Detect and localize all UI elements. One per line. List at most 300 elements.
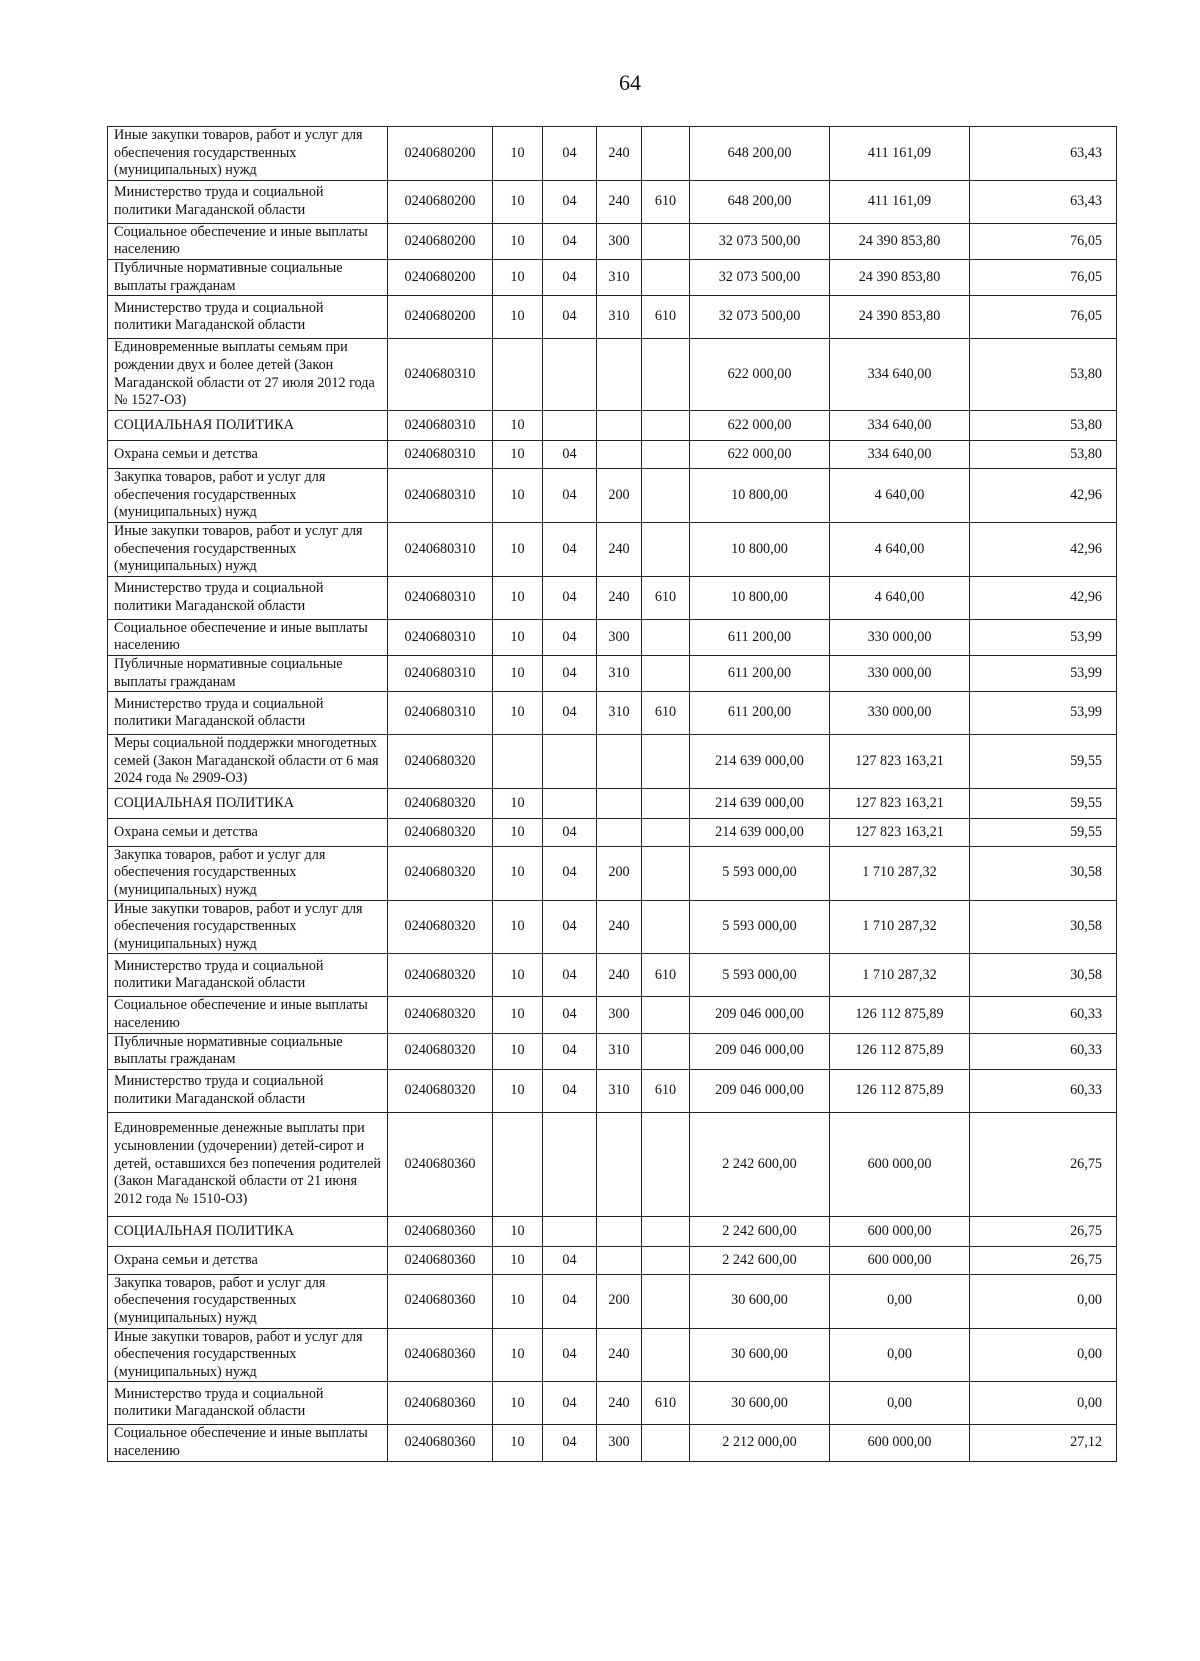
row-subsection: 04 [543, 997, 597, 1033]
table-row [108, 846, 1117, 900]
row-name: Публичные нормативные социальные выплаты гражданам [108, 1033, 388, 1069]
table-row [108, 576, 1117, 619]
row-actual-amount: 600 000,00 [830, 1112, 970, 1216]
row-expense-type [597, 441, 642, 469]
row-department [642, 846, 690, 900]
table-row [108, 692, 1117, 735]
row-section: 10 [493, 997, 543, 1033]
row-name: Министерство труда и социальной политики Магаданской области [108, 296, 388, 339]
table-row [108, 1328, 1117, 1382]
row-plan-amount: 32 073 500,00 [690, 296, 830, 339]
table-row [108, 1216, 1117, 1246]
row-percent: 30,58 [970, 900, 1117, 954]
row-code: 0240680200 [388, 223, 493, 259]
row-section: 10 [493, 127, 543, 181]
row-percent: 42,96 [970, 522, 1117, 576]
row-percent: 63,43 [970, 180, 1117, 223]
row-plan-amount: 10 800,00 [690, 469, 830, 523]
row-plan-amount: 622 000,00 [690, 339, 830, 411]
row-section: 10 [493, 954, 543, 997]
table-row [108, 1069, 1117, 1112]
row-department [642, 411, 690, 441]
row-name: Министерство труда и социальной политики Магаданской области [108, 692, 388, 735]
table-row [108, 223, 1117, 259]
row-department [642, 1246, 690, 1274]
row-percent: 0,00 [970, 1328, 1117, 1382]
table-row [108, 788, 1117, 818]
row-subsection: 04 [543, 1246, 597, 1274]
row-plan-amount: 2 242 600,00 [690, 1112, 830, 1216]
row-code: 0240680360 [388, 1425, 493, 1461]
row-actual-amount: 127 823 163,21 [830, 818, 970, 846]
row-actual-amount: 600 000,00 [830, 1425, 970, 1461]
row-plan-amount: 5 593 000,00 [690, 846, 830, 900]
row-percent: 27,12 [970, 1425, 1117, 1461]
row-plan-amount: 32 073 500,00 [690, 223, 830, 259]
row-subsection: 04 [543, 223, 597, 259]
row-name: Закупка товаров, работ и услуг для обеспечения государственных (муниципальных) нужд [108, 469, 388, 523]
row-actual-amount: 334 640,00 [830, 339, 970, 411]
table-row [108, 1112, 1117, 1216]
row-section: 10 [493, 411, 543, 441]
row-plan-amount: 2 242 600,00 [690, 1216, 830, 1246]
row-plan-amount: 648 200,00 [690, 127, 830, 181]
row-plan-amount: 622 000,00 [690, 441, 830, 469]
row-code: 0240680320 [388, 788, 493, 818]
row-expense-type: 200 [597, 1274, 642, 1328]
page-number: 64 [619, 70, 641, 95]
row-name: Министерство труда и социальной политики Магаданской области [108, 576, 388, 619]
row-name: Иные закупки товаров, работ и услуг для обеспечения государственных (муниципальных) нужд [108, 522, 388, 576]
row-plan-amount: 2 212 000,00 [690, 1425, 830, 1461]
row-expense-type: 310 [597, 692, 642, 735]
row-percent: 26,75 [970, 1216, 1117, 1246]
row-department [642, 522, 690, 576]
table-row [108, 441, 1117, 469]
row-actual-amount: 4 640,00 [830, 522, 970, 576]
row-expense-type: 240 [597, 900, 642, 954]
row-code: 0240680310 [388, 655, 493, 691]
row-code: 0240680320 [388, 997, 493, 1033]
row-subsection: 04 [543, 846, 597, 900]
row-subsection: 04 [543, 522, 597, 576]
row-actual-amount: 126 112 875,89 [830, 1033, 970, 1069]
row-actual-amount: 4 640,00 [830, 576, 970, 619]
row-subsection: 04 [543, 1069, 597, 1112]
row-expense-type: 200 [597, 846, 642, 900]
row-code: 0240680310 [388, 441, 493, 469]
row-section: 10 [493, 1069, 543, 1112]
row-name: Охрана семьи и детства [108, 1246, 388, 1274]
table-row [108, 655, 1117, 691]
row-subsection: 04 [543, 1033, 597, 1069]
row-department [642, 469, 690, 523]
row-plan-amount: 214 639 000,00 [690, 818, 830, 846]
table-row [108, 1382, 1117, 1425]
row-code: 0240680200 [388, 127, 493, 181]
row-code: 0240680320 [388, 1069, 493, 1112]
row-plan-amount: 10 800,00 [690, 576, 830, 619]
row-department: 610 [642, 692, 690, 735]
table-row [108, 900, 1117, 954]
table-row [108, 411, 1117, 441]
row-plan-amount: 30 600,00 [690, 1328, 830, 1382]
row-department [642, 259, 690, 295]
row-code: 0240680360 [388, 1382, 493, 1425]
table-row [108, 180, 1117, 223]
table-row [108, 259, 1117, 295]
row-expense-type: 300 [597, 619, 642, 655]
row-percent: 59,55 [970, 735, 1117, 789]
row-subsection: 04 [543, 576, 597, 619]
row-actual-amount: 126 112 875,89 [830, 997, 970, 1033]
row-code: 0240680360 [388, 1274, 493, 1328]
row-subsection: 04 [543, 1382, 597, 1425]
row-code: 0240680360 [388, 1328, 493, 1382]
row-actual-amount: 411 161,09 [830, 127, 970, 181]
row-percent: 53,99 [970, 692, 1117, 735]
row-percent: 53,80 [970, 411, 1117, 441]
row-subsection: 04 [543, 954, 597, 997]
row-section: 10 [493, 1328, 543, 1382]
row-percent: 53,99 [970, 619, 1117, 655]
row-expense-type: 310 [597, 1033, 642, 1069]
row-percent: 26,75 [970, 1112, 1117, 1216]
row-expense-type: 200 [597, 469, 642, 523]
row-name: СОЦИАЛЬНАЯ ПОЛИТИКА [108, 1216, 388, 1246]
row-percent: 53,99 [970, 655, 1117, 691]
row-plan-amount: 611 200,00 [690, 619, 830, 655]
row-plan-amount: 209 046 000,00 [690, 997, 830, 1033]
table-row [108, 1246, 1117, 1274]
row-expense-type: 240 [597, 522, 642, 576]
row-expense-type [597, 1216, 642, 1246]
row-percent: 60,33 [970, 997, 1117, 1033]
table-row [108, 619, 1117, 655]
row-plan-amount: 30 600,00 [690, 1274, 830, 1328]
row-subsection: 04 [543, 1328, 597, 1382]
row-actual-amount: 334 640,00 [830, 411, 970, 441]
row-subsection: 04 [543, 1274, 597, 1328]
row-plan-amount: 32 073 500,00 [690, 259, 830, 295]
row-department: 610 [642, 954, 690, 997]
row-actual-amount: 24 390 853,80 [830, 223, 970, 259]
row-name: Социальное обеспечение и иные выплаты населению [108, 223, 388, 259]
row-name: Меры социальной поддержки многодетных семей (Закон Магаданской области от 6 мая 2024 года № 2909-ОЗ) [108, 735, 388, 789]
row-expense-type: 240 [597, 127, 642, 181]
row-code: 0240680310 [388, 469, 493, 523]
row-subsection [543, 788, 597, 818]
row-subsection: 04 [543, 655, 597, 691]
table-row [108, 1274, 1117, 1328]
row-actual-amount: 0,00 [830, 1382, 970, 1425]
row-name: Иные закупки товаров, работ и услуг для обеспечения государственных (муниципальных) нужд [108, 1328, 388, 1382]
row-expense-type: 300 [597, 223, 642, 259]
table-row [108, 296, 1117, 339]
row-percent: 59,55 [970, 788, 1117, 818]
row-expense-type: 300 [597, 1425, 642, 1461]
row-plan-amount: 5 593 000,00 [690, 900, 830, 954]
row-actual-amount: 600 000,00 [830, 1216, 970, 1246]
row-section: 10 [493, 259, 543, 295]
row-code: 0240680320 [388, 954, 493, 997]
row-department [642, 441, 690, 469]
row-percent: 53,80 [970, 339, 1117, 411]
row-actual-amount: 330 000,00 [830, 619, 970, 655]
row-subsection [543, 735, 597, 789]
row-subsection [543, 411, 597, 441]
row-department [642, 223, 690, 259]
row-expense-type: 240 [597, 1328, 642, 1382]
row-section: 10 [493, 180, 543, 223]
row-code: 0240680360 [388, 1112, 493, 1216]
row-section: 10 [493, 469, 543, 523]
row-name: СОЦИАЛЬНАЯ ПОЛИТИКА [108, 411, 388, 441]
row-section: 10 [493, 223, 543, 259]
row-percent: 53,80 [970, 441, 1117, 469]
row-expense-type: 300 [597, 997, 642, 1033]
row-expense-type: 310 [597, 1069, 642, 1112]
row-percent: 42,96 [970, 469, 1117, 523]
row-code: 0240680200 [388, 296, 493, 339]
row-code: 0240680320 [388, 1033, 493, 1069]
row-department: 610 [642, 296, 690, 339]
row-percent: 60,33 [970, 1069, 1117, 1112]
row-expense-type: 240 [597, 1382, 642, 1425]
row-department: 610 [642, 1382, 690, 1425]
row-code: 0240680320 [388, 900, 493, 954]
row-department [642, 788, 690, 818]
row-name: Министерство труда и социальной политики Магаданской области [108, 180, 388, 223]
table-row [108, 735, 1117, 789]
row-plan-amount: 214 639 000,00 [690, 735, 830, 789]
row-expense-type [597, 339, 642, 411]
row-percent: 0,00 [970, 1382, 1117, 1425]
row-actual-amount: 127 823 163,21 [830, 735, 970, 789]
row-expense-type: 240 [597, 180, 642, 223]
row-section: 10 [493, 1425, 543, 1461]
table-row [108, 522, 1117, 576]
row-subsection: 04 [543, 1425, 597, 1461]
row-subsection: 04 [543, 259, 597, 295]
budget-table [107, 126, 1117, 1462]
row-name: СОЦИАЛЬНАЯ ПОЛИТИКА [108, 788, 388, 818]
row-percent: 30,58 [970, 954, 1117, 997]
row-name: Министерство труда и социальной политики Магаданской области [108, 1069, 388, 1112]
row-plan-amount: 209 046 000,00 [690, 1069, 830, 1112]
row-department [642, 619, 690, 655]
row-name: Охрана семьи и детства [108, 441, 388, 469]
row-section [493, 735, 543, 789]
table-row [108, 339, 1117, 411]
row-plan-amount: 5 593 000,00 [690, 954, 830, 997]
row-code: 0240680310 [388, 411, 493, 441]
row-section: 10 [493, 846, 543, 900]
row-department [642, 339, 690, 411]
row-code: 0240680310 [388, 692, 493, 735]
row-code: 0240680310 [388, 339, 493, 411]
row-subsection: 04 [543, 818, 597, 846]
row-department [642, 1425, 690, 1461]
row-subsection: 04 [543, 469, 597, 523]
row-department: 610 [642, 1069, 690, 1112]
row-code: 0240680360 [388, 1216, 493, 1246]
row-expense-type: 310 [597, 259, 642, 295]
row-percent: 60,33 [970, 1033, 1117, 1069]
row-name: Единовременные выплаты семьям при рождении двух и более детей (Закон Магаданской области от 27 июля 2012 года № 1527-ОЗ) [108, 339, 388, 411]
row-section: 10 [493, 788, 543, 818]
row-actual-amount: 1 710 287,32 [830, 954, 970, 997]
row-department [642, 818, 690, 846]
row-name: Министерство труда и социальной политики Магаданской области [108, 954, 388, 997]
row-expense-type [597, 1246, 642, 1274]
row-plan-amount: 611 200,00 [690, 692, 830, 735]
row-subsection: 04 [543, 900, 597, 954]
row-actual-amount: 4 640,00 [830, 469, 970, 523]
row-name: Закупка товаров, работ и услуг для обеспечения государственных (муниципальных) нужд [108, 846, 388, 900]
row-section: 10 [493, 522, 543, 576]
row-section: 10 [493, 441, 543, 469]
row-actual-amount: 24 390 853,80 [830, 296, 970, 339]
row-actual-amount: 1 710 287,32 [830, 846, 970, 900]
table-row [108, 127, 1117, 181]
row-plan-amount: 10 800,00 [690, 522, 830, 576]
row-section: 10 [493, 692, 543, 735]
row-percent: 0,00 [970, 1274, 1117, 1328]
row-actual-amount: 0,00 [830, 1274, 970, 1328]
row-actual-amount: 1 710 287,32 [830, 900, 970, 954]
row-plan-amount: 30 600,00 [690, 1382, 830, 1425]
row-subsection: 04 [543, 692, 597, 735]
row-actual-amount: 411 161,09 [830, 180, 970, 223]
row-name: Социальное обеспечение и иные выплаты населению [108, 997, 388, 1033]
row-percent: 42,96 [970, 576, 1117, 619]
table-row [108, 1033, 1117, 1069]
row-name: Охрана семьи и детства [108, 818, 388, 846]
table-body [108, 127, 1117, 1462]
row-department [642, 997, 690, 1033]
row-expense-type: 240 [597, 954, 642, 997]
row-section: 10 [493, 1216, 543, 1246]
row-section: 10 [493, 818, 543, 846]
row-code: 0240680200 [388, 259, 493, 295]
row-percent: 30,58 [970, 846, 1117, 900]
row-actual-amount: 24 390 853,80 [830, 259, 970, 295]
row-actual-amount: 126 112 875,89 [830, 1069, 970, 1112]
row-code: 0240680310 [388, 619, 493, 655]
row-actual-amount: 600 000,00 [830, 1246, 970, 1274]
row-name: Министерство труда и социальной политики Магаданской области [108, 1382, 388, 1425]
table-row [108, 818, 1117, 846]
row-name: Социальное обеспечение и иные выплаты населению [108, 619, 388, 655]
row-section: 10 [493, 1274, 543, 1328]
row-code: 0240680320 [388, 846, 493, 900]
row-subsection: 04 [543, 441, 597, 469]
table-row [108, 469, 1117, 523]
row-percent: 59,55 [970, 818, 1117, 846]
row-subsection [543, 1216, 597, 1246]
row-department [642, 1112, 690, 1216]
row-expense-type [597, 411, 642, 441]
row-name: Единовременные денежные выплаты при усыновлении (удочерении) детей-сирот и детей, оставшихся без попечения родителей (Закон Магаданской области от 21 июня 2012 года № 1510-ОЗ) [108, 1112, 388, 1216]
row-subsection: 04 [543, 127, 597, 181]
row-plan-amount: 209 046 000,00 [690, 1033, 830, 1069]
row-section: 10 [493, 576, 543, 619]
row-actual-amount: 330 000,00 [830, 655, 970, 691]
row-department: 610 [642, 576, 690, 619]
row-expense-type [597, 788, 642, 818]
row-percent: 63,43 [970, 127, 1117, 181]
row-section: 10 [493, 619, 543, 655]
row-percent: 26,75 [970, 1246, 1117, 1274]
row-code: 0240680360 [388, 1246, 493, 1274]
row-actual-amount: 127 823 163,21 [830, 788, 970, 818]
row-code: 0240680200 [388, 180, 493, 223]
row-section: 10 [493, 1382, 543, 1425]
row-department [642, 1328, 690, 1382]
row-name: Социальное обеспечение и иные выплаты населению [108, 1425, 388, 1461]
row-subsection: 04 [543, 619, 597, 655]
row-subsection [543, 1112, 597, 1216]
row-section: 10 [493, 655, 543, 691]
row-section [493, 339, 543, 411]
row-actual-amount: 334 640,00 [830, 441, 970, 469]
row-section [493, 1112, 543, 1216]
row-code: 0240680310 [388, 576, 493, 619]
table-row [108, 1425, 1117, 1461]
row-section: 10 [493, 296, 543, 339]
row-subsection: 04 [543, 180, 597, 223]
row-name: Иные закупки товаров, работ и услуг для обеспечения государственных (муниципальных) нужд [108, 900, 388, 954]
row-plan-amount: 611 200,00 [690, 655, 830, 691]
row-name: Закупка товаров, работ и услуг для обеспечения государственных (муниципальных) нужд [108, 1274, 388, 1328]
row-actual-amount: 0,00 [830, 1328, 970, 1382]
row-percent: 76,05 [970, 223, 1117, 259]
row-section: 10 [493, 1246, 543, 1274]
row-department [642, 735, 690, 789]
row-expense-type [597, 818, 642, 846]
row-department: 610 [642, 180, 690, 223]
row-name: Публичные нормативные социальные выплаты гражданам [108, 655, 388, 691]
row-department [642, 1216, 690, 1246]
row-percent: 76,05 [970, 259, 1117, 295]
row-expense-type [597, 1112, 642, 1216]
row-expense-type [597, 735, 642, 789]
row-actual-amount: 330 000,00 [830, 692, 970, 735]
row-section: 10 [493, 1033, 543, 1069]
row-department [642, 127, 690, 181]
row-expense-type: 310 [597, 655, 642, 691]
row-percent: 76,05 [970, 296, 1117, 339]
row-code: 0240680320 [388, 735, 493, 789]
row-subsection: 04 [543, 296, 597, 339]
row-name: Иные закупки товаров, работ и услуг для обеспечения государственных (муниципальных) нужд [108, 127, 388, 181]
row-expense-type: 310 [597, 296, 642, 339]
row-expense-type: 240 [597, 576, 642, 619]
row-name: Публичные нормативные социальные выплаты гражданам [108, 259, 388, 295]
row-department [642, 1033, 690, 1069]
row-plan-amount: 2 242 600,00 [690, 1246, 830, 1274]
row-plan-amount: 648 200,00 [690, 180, 830, 223]
row-department [642, 655, 690, 691]
row-section: 10 [493, 900, 543, 954]
row-department [642, 1274, 690, 1328]
row-department [642, 900, 690, 954]
table-row [108, 997, 1117, 1033]
row-code: 0240680320 [388, 818, 493, 846]
row-subsection [543, 339, 597, 411]
row-code: 0240680310 [388, 522, 493, 576]
